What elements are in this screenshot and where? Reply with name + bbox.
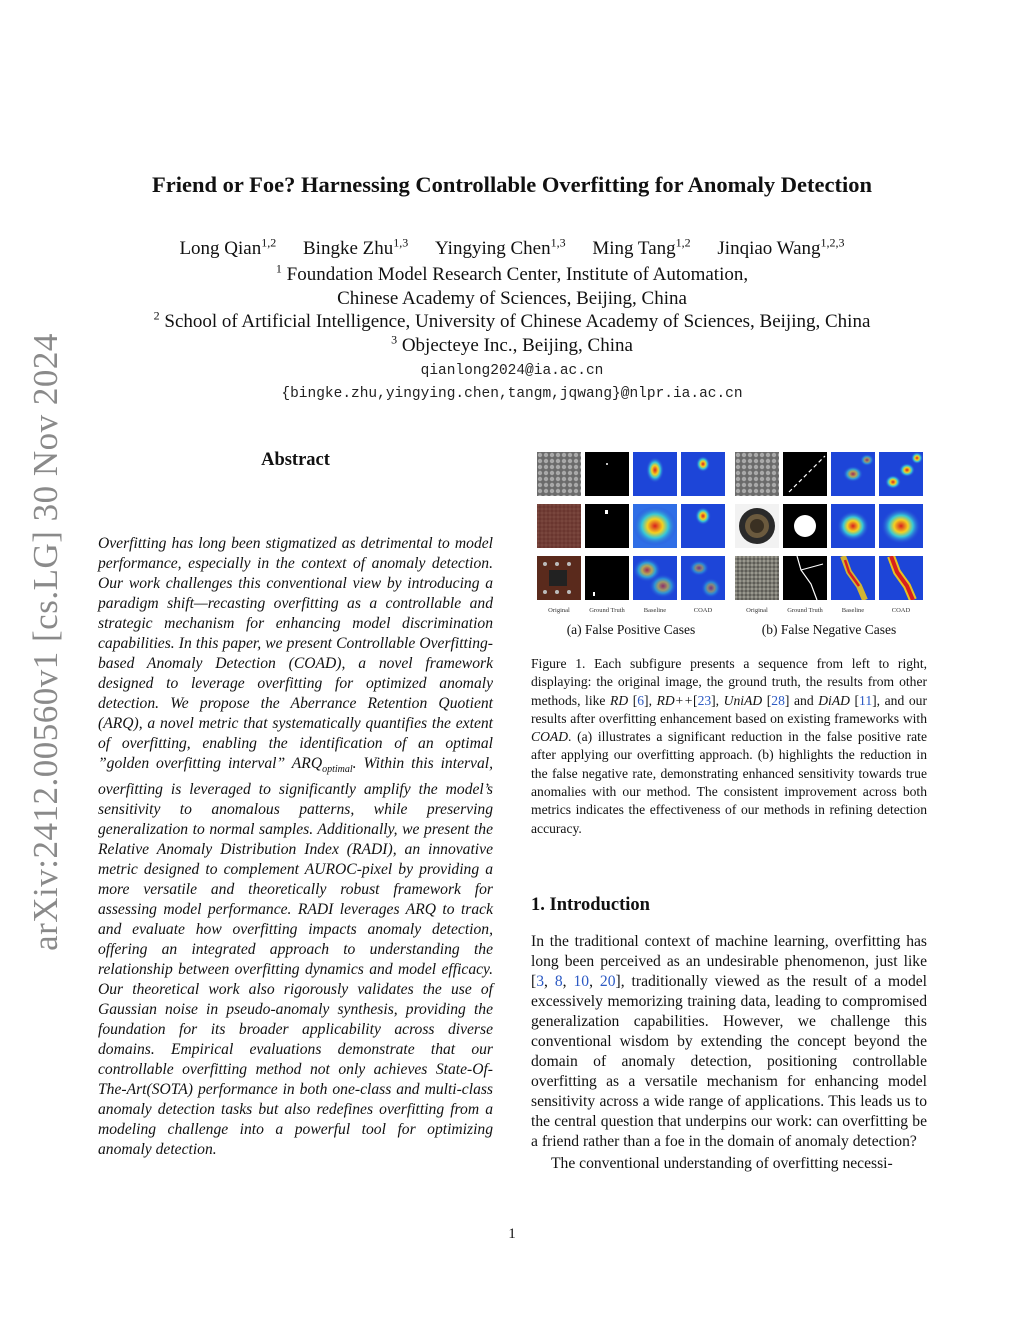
original-image-tile — [735, 556, 779, 600]
ground-truth-tile — [783, 556, 827, 600]
abstract-text: Overfitting has long been stigmatized as detrimental to model performance, especially in the context of anomaly detection. Our work challenges this conventional view by introducing a paradigm shift—recasting overfitting as a controllable and strategic mechanism for enhancing model discrimination capabilities. In this paper, we present Controllable Overfitting-based Anomaly Detection (COAD), a novel framework designed to leverage overfitting for optimized anomaly detection. We propose the Aberrance Retention Quotient (ARQ), a novel metric that systematically quantifies the extent of overfitting, enabling the identification of an optimal ”golden overfitting interval” $ARQ_{optimal}$. Within this interval, overfitting is leveraged to significantly amplify the model’s sensitivity to anomalous patterns, while preserving generalization to normal samples. Additionally, we present the Relative Anomaly Distribution Index (RADI), an innovative metric designed to complement AUROC-pixel by providing a more versatile and theoretically robust framework for assessing model performance. RADI leverages ARQ to track and evaluate how overfitting impacts anomaly detection, offering an integrated approach to understanding the relationship between overfitting dynamics and model efficacy. Our theoretical work also rigorously validates the use of Gaussian noise in pseudo-anomaly synthesis, providing the foundation for its broader applicability across diverse domains. Empirical evaluations demonstrate that our controllable overfitting method not only achieves State-Of-The-Art(SOTA) performance in both one-class and multi-class anomaly detection tasks but also redefines overfitting from a modeling challenge into a powerful tool for optimizing anomaly detection. — [98, 535, 494, 1159]
citation-link[interactable]: 20 — [599, 973, 616, 990]
page-number: 1 — [508, 1226, 516, 1242]
column-label: Original — [548, 607, 570, 614]
paragraph: In the traditional context of machine learning, overfitting has long been perceived as an undesirable phenomenon, just like [3, 8, 10, 20], traditionally viewed as the result of a model excessively memorizing training data, leading to compromised generalization capabilities. However, we challenge this conventional wisdom by extending the concept beyond the domain of anomaly detection, positioning controllable overfitting as a versatile mechanism for enhancing model sensitivity across a wide range of applications. This leads us to the central question that underpins our work: can overfitting be a friend rather than a foe in the domain of anomaly detection? — [531, 933, 927, 1150]
coad-heatmap-tile — [681, 452, 725, 496]
original-image-tile — [735, 504, 779, 548]
email-2[interactable]: {bingke.zhu,yingying.chen,tangm,jqwang}@nlpr.ia.ac.cn — [281, 386, 743, 402]
affiliation-1-cont: Chinese Academy of Sciences, Beijing, China — [337, 288, 687, 309]
original-image-tile — [537, 452, 581, 496]
baseline-heatmap-tile — [831, 556, 875, 600]
column-label: Original — [746, 607, 768, 614]
section-heading-introduction: 1. Introduction — [531, 895, 650, 915]
affiliation-1: $^1$ Foundation Model Research Center, Institute of Automation, — [275, 261, 749, 285]
original-image-tile — [537, 556, 581, 600]
original-image-tile — [537, 504, 581, 548]
ground-truth-tile — [783, 452, 827, 496]
column-label: COAD — [693, 607, 713, 614]
author: Jinqiao Wang$^{1,2,3}$ — [717, 235, 845, 259]
ground-truth-tile — [585, 504, 629, 548]
abstract-heading: Abstract — [261, 450, 330, 470]
coad-heatmap-tile — [681, 504, 725, 548]
author: Long Qian$^{1,2}$ — [179, 235, 277, 259]
email-1[interactable]: qianlong2024@ia.ac.cn — [420, 363, 604, 379]
author-list — [0, 235, 1024, 260]
subcaption-b: (b) False Negative Cases — [761, 622, 897, 637]
paper-title: Friend or Foe? Harnessing Controllable Overfitting for Anomaly Detection — [152, 172, 872, 197]
coad-heatmap-tile — [879, 504, 923, 548]
baseline-heatmap-tile — [831, 504, 875, 548]
baseline-heatmap-tile — [633, 452, 677, 496]
affiliation-2: $^2$ School of Artificial Intelligence, University of Chinese Academy of Sciences, Beijing, China — [153, 308, 871, 332]
citation-link[interactable]: 23 — [697, 692, 712, 708]
original-image-tile — [735, 452, 779, 496]
citation-link[interactable]: 3 — [536, 973, 544, 990]
baseline-heatmap-tile — [831, 452, 875, 496]
citation-link[interactable]: 28 — [771, 692, 785, 708]
citation-link[interactable]: 8 — [554, 973, 563, 990]
column-label: Baseline — [643, 607, 667, 614]
ground-truth-tile — [783, 504, 827, 548]
coad-heatmap-tile — [879, 556, 923, 600]
column-label: Ground Truth — [589, 607, 625, 614]
column-label: Baseline — [841, 607, 865, 614]
citation-link[interactable]: 6 — [637, 692, 645, 708]
paragraph: The conventional understanding of overfitting necessi- — [551, 1155, 893, 1172]
ground-truth-tile — [585, 452, 629, 496]
author: Ming Tang$^{1,2}$ — [592, 235, 691, 259]
column-label: Ground Truth — [787, 607, 823, 614]
citation-link[interactable]: 10 — [573, 973, 590, 990]
column-label: COAD — [891, 607, 911, 614]
figure-caption: Figure 1. Each subfigure presents a sequence from left to right, displaying: the original image, the ground truth, the results from other methods, like RD [6], RD++[23], UniAD [28] and DiAD [11], and our results after overfitting enhancement based on existing frameworks with COAD. (a) illustrates a significant reduction in the false positive rate after applying our overfitting approach. (b) highlights the reduction in the false negative rate, demonstrating enhanced sensitivity towards true anomalies with our method. The consistent improvement across both metrics indicates the effectiveness of our methods in refining detection accuracy. — [531, 656, 927, 836]
subcaption-a: (a) False Positive Cases — [566, 622, 696, 637]
citation-link[interactable]: 11 — [859, 692, 873, 708]
baseline-heatmap-tile — [633, 556, 677, 600]
introduction-text — [531, 932, 927, 1174]
arxiv-identifier: arXiv:2412.00560v1 [cs.LG] 30 Nov 2024 — [26, 333, 65, 951]
coad-heatmap-tile — [879, 452, 923, 496]
coad-heatmap-tile — [681, 556, 725, 600]
baseline-heatmap-tile — [633, 504, 677, 548]
author: Bingke Zhu$^{1,3}$ — [303, 235, 409, 259]
author: Yingying Chen$^{1,3}$ — [435, 235, 566, 259]
ground-truth-tile — [585, 556, 629, 600]
affiliation-3: $^3$ Objecteye Inc., Beijing, China — [391, 332, 633, 356]
